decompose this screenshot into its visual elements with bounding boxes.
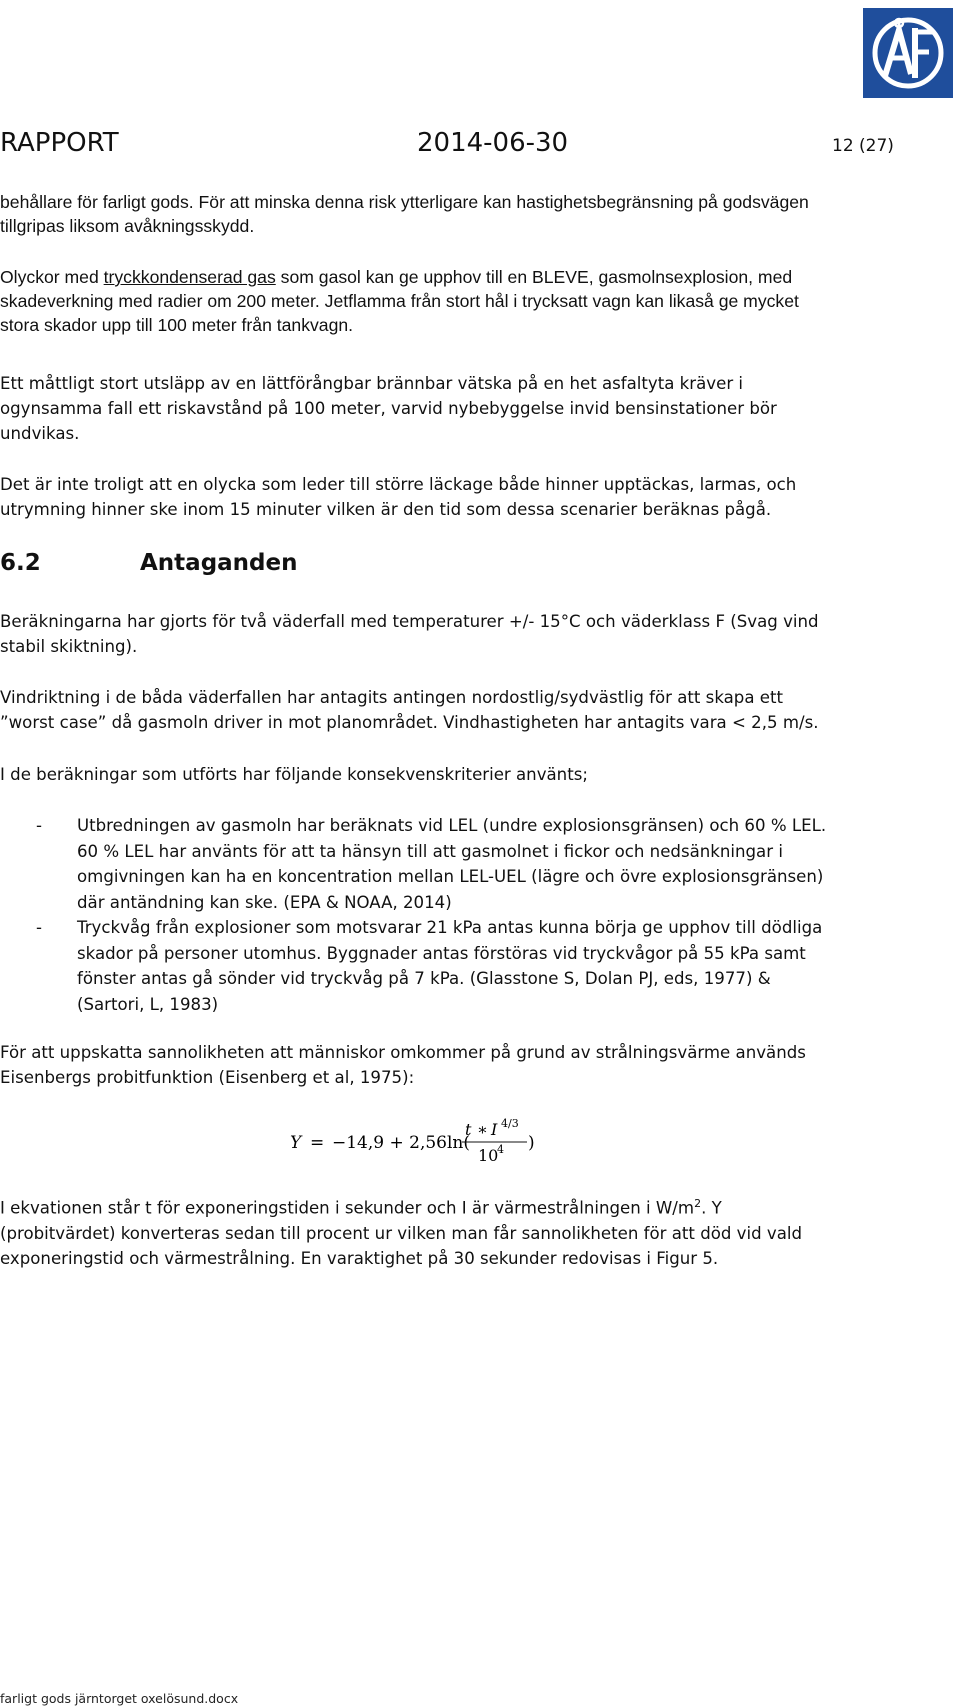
formula-eq: = xyxy=(310,1133,325,1153)
probit-explanation-post: . Y (probitvärdet) konverteras sedan till procent ur vilken man får sannolikheten för att död vid vald exponeringstid och värmestrålning. En varaktighet på 30 sekunder redovisas i Figur 5. xyxy=(0,1198,803,1268)
section-paragraph-3: I de beräkningar som utförts har följande konsekvenskriterier använts; xyxy=(0,765,588,784)
formula-rhs: −14,9 + 2,56ln( xyxy=(332,1133,471,1153)
formula-lhs: Y xyxy=(290,1133,302,1153)
list-item-text: Utbredningen av gasmoln har beräknats vid LEL (undre explosionsgränsen) och 60 % LEL. 60 % LEL har använts för att ta hänsyn till att gasmolnet i fickor och nedsänkningar i omgivningen kan ha en koncentration mellan LEL-UEL (lägre och övre explosionsgränsen) där antändning kan ske. (EPA & NOAA, 2014) xyxy=(77,816,827,912)
probit-intro: För att uppskatta sannolikheten att människor omkommer på grund av strålningsvärme används Eisenbergs probitfunktion (Eisenberg et al, 1975): xyxy=(0,1043,806,1087)
formula-svg xyxy=(290,1115,550,1165)
paragraph-2-underlined: tryckkondenserad gas xyxy=(103,267,276,287)
list-item xyxy=(0,915,835,1017)
probit-formula xyxy=(290,1115,550,1165)
list-bullet: - xyxy=(36,918,42,937)
formula-den-base: 10 xyxy=(478,1146,499,1165)
af-logo xyxy=(863,8,953,98)
paragraph-3: Ett måttligt stort utsläpp av en lättförångbar brännbar vätska på en het asfaltyta kräver i ogynsamma fall ett riskavstånd på 100 meter, varvid nybebyggelse invid bensinstationer bör undvikas. xyxy=(0,374,777,443)
af-logo-icon xyxy=(863,8,953,98)
list-item-text: Tryckvåg från explosioner som motsvarar 21 kPa antas kunna börja ge upphov till dödliga skador på personer utomhus. Byggnader antas förstöras vid tryckvågor på 55 kPa samt fönster antas gå sönder vid tryckvåg på 7 kPa. (Glasstone S, Dolan PJ, eds, 1977) & (Sartori, L, 1983) xyxy=(77,918,823,1014)
report-header xyxy=(0,128,960,168)
section-paragraph-2: Vindriktning i de båda väderfallen har antagits antingen nordostlig/sydvästlig för att skapa ett ”worst case” då gasmoln driver in mot planområdet. Vindhastigheten har antagits vara < 2,5 m/s. xyxy=(0,688,819,732)
list-bullet: - xyxy=(36,816,42,835)
formula-num-op: ∗ xyxy=(477,1120,488,1139)
paragraph-4: Det är inte troligt att en olycka som leder till större läckage både hinner upptäckas, larmas, och utrymning hinner ske inom 15 minuter vilken är den tid som dessa scenarier beräknas pågå. xyxy=(0,475,797,519)
section-paragraph-1: Beräkningarna har gjorts för två väderfall med temperaturer +/- 15°C och väderklass F (Svag vind stabil skiktning). xyxy=(0,612,819,656)
criteria-list xyxy=(0,813,835,1017)
paragraph-2 xyxy=(0,265,835,337)
section-heading xyxy=(0,550,298,576)
paragraph-2-post: som gasol kan ge upphov till en BLEVE, gasmolnsexplosion, med skadeverkning med radier om 200 meter. Jetflamma från stort hål i trycksatt vagn kan likaså ge mycket stora skador upp till 100 meter från tankvagn. xyxy=(0,267,799,335)
page-number: 12 (27) xyxy=(832,136,894,156)
probit-explanation-pre: I ekvationen står t för exponeringstiden i sekunder och I är värmestrålningen i W/m xyxy=(0,1198,695,1218)
report-label: RAPPORT xyxy=(0,128,119,158)
footer-filename: farligt gods järntorget oxelösund.docx xyxy=(0,1691,239,1706)
formula-close: ) xyxy=(528,1133,535,1153)
paragraph-1: behållare för farligt gods. För att minska denna risk ytterligare kan hastighetsbegränsning på godsvägen tillgripas liksom avåkningsskydd. xyxy=(0,192,809,236)
section-title: Antaganden xyxy=(140,550,298,576)
formula-num-t: t xyxy=(465,1120,472,1139)
superscript-2: 2 xyxy=(694,1197,702,1210)
formula-den-exp: 4 xyxy=(497,1143,504,1156)
section-number: 6.2 xyxy=(0,550,41,576)
probit-explanation xyxy=(0,1191,835,1271)
report-date: 2014-06-30 xyxy=(417,128,569,158)
list-item xyxy=(0,813,835,915)
formula-num-i: I xyxy=(491,1120,498,1139)
formula-num-exp: 4/3 xyxy=(501,1117,519,1130)
paragraph-2-pre: Olyckor med xyxy=(0,267,104,287)
